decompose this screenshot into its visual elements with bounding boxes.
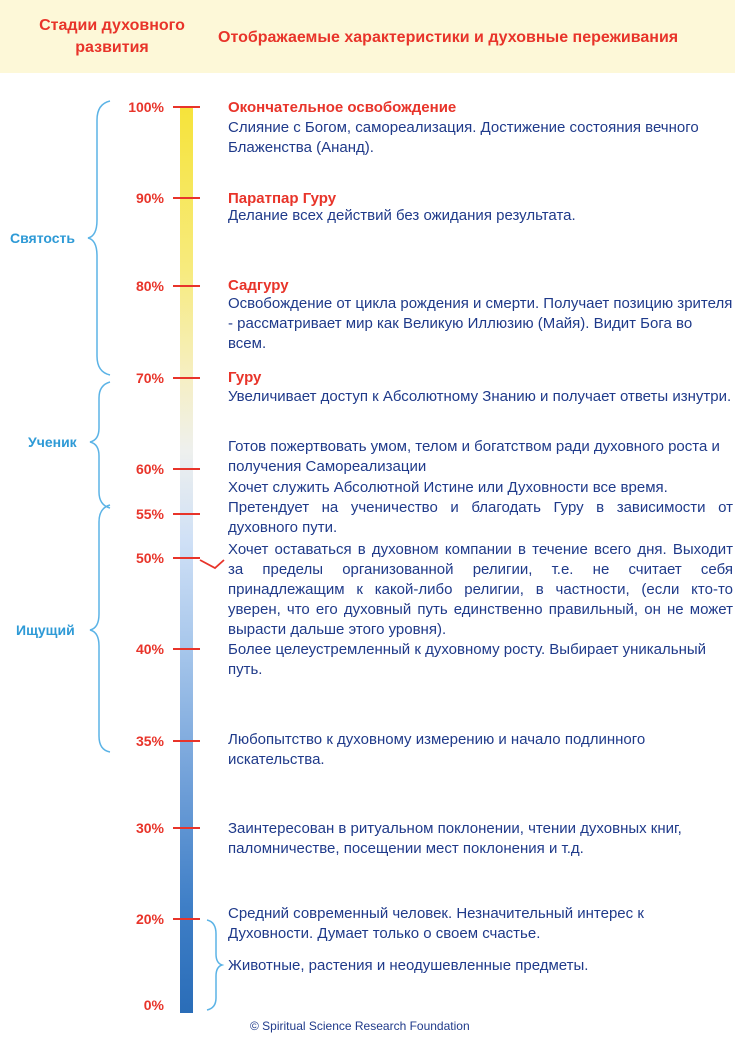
level-title: Садгуру bbox=[228, 277, 289, 294]
level-description: Любопытство к духовному измерению и начало подлинного искательства. bbox=[228, 731, 646, 768]
level-description: Увеличивает доступ к Абсолютному Знанию и получает ответы изнутри. bbox=[228, 388, 732, 405]
stage-label-seeker: Ищущий bbox=[16, 622, 75, 638]
level-tick bbox=[173, 197, 200, 199]
level-tick bbox=[173, 740, 200, 742]
level-description: Более целеустремленный к духовному росту. Выбирает уникальный путь. bbox=[228, 641, 707, 678]
connector-50 bbox=[200, 560, 224, 568]
percent-label: 55% bbox=[135, 506, 164, 522]
percent-label: 50% bbox=[135, 550, 164, 566]
level-tick bbox=[173, 106, 200, 108]
level-description: Претендует на ученичество и благодать Гуру в зависимости от духовного пути. bbox=[228, 499, 733, 536]
level-description: Слияние с Богом, самореализация. Достижение состояния вечного Блаженства (Ананд). bbox=[228, 119, 699, 156]
level-description: Делание всех действий без ожидания результата. bbox=[228, 207, 576, 224]
brace-seeker bbox=[90, 505, 110, 752]
level-description: Хочет служить Абсолютной Истине или Духовности все время. bbox=[228, 479, 668, 496]
brace-disciple bbox=[90, 382, 110, 508]
level-description: Средний современный человек. Незначительный интерес к Духовности. Думает только о своем счастье. bbox=[228, 905, 644, 942]
stage-label-sainthood: Святость bbox=[10, 230, 75, 246]
percent-label: 60% bbox=[135, 461, 164, 477]
level-title: Паратпар Гуру bbox=[228, 190, 337, 207]
stage-label-disciple: Ученик bbox=[28, 434, 77, 450]
level-description: Хочет оставаться в духовном компании в течение всего дня. Выходит за пределы организованной религии, т.е. не считает себя принадлежащим к какой-либо религии, в частности, (если кто-то уверен, что его духовный путь единственно правильный, он не может вырасти дальше этого уровня). bbox=[228, 541, 733, 638]
characteristics-column-title: Отображаемые характеристики и духовные переживания bbox=[218, 29, 679, 46]
percent-label: 40% bbox=[135, 641, 164, 657]
level-description: Заинтересован в ритуальном поклонении, чтении духовных книг, паломничестве, посещении мест поклонения и т.д. bbox=[228, 820, 682, 857]
percent-label: 0% bbox=[143, 997, 164, 1013]
percent-label: 20% bbox=[135, 911, 164, 927]
percent-label: 70% bbox=[135, 370, 164, 386]
percent-label: 80% bbox=[135, 278, 164, 294]
level-tick bbox=[173, 827, 200, 829]
percent-label: 100% bbox=[128, 99, 164, 115]
level-tick bbox=[173, 648, 200, 650]
level-tick bbox=[173, 557, 200, 559]
level-description: Готов пожертвовать умом, телом и богатством ради духовного роста и получения Самореализации bbox=[228, 438, 720, 475]
level-tick bbox=[173, 468, 200, 470]
brace-lower-levels bbox=[207, 920, 222, 1010]
level-title: Гуру bbox=[228, 369, 262, 386]
level-tick bbox=[173, 513, 200, 515]
level-description: Животные, растения и неодушевленные предметы. bbox=[228, 957, 589, 974]
percent-label: 30% bbox=[135, 820, 164, 836]
level-description: Освобождение от цикла рождения и смерти. Получает позицию зрителя - рассматривает мир как Великую Иллюзию (Майя). Видит Бога во всем. bbox=[228, 295, 733, 352]
level-tick bbox=[173, 377, 200, 379]
copyright-footer: © Spiritual Science Research Foundation bbox=[250, 1019, 470, 1033]
percent-label: 90% bbox=[135, 190, 164, 206]
level-title: Окончательное освобождение bbox=[228, 99, 457, 116]
level-tick bbox=[173, 918, 200, 920]
stages-column-title: Стадии духовного развития bbox=[39, 17, 185, 56]
percent-label: 35% bbox=[135, 733, 164, 749]
level-tick bbox=[173, 285, 200, 287]
brace-sainthood bbox=[88, 101, 110, 375]
